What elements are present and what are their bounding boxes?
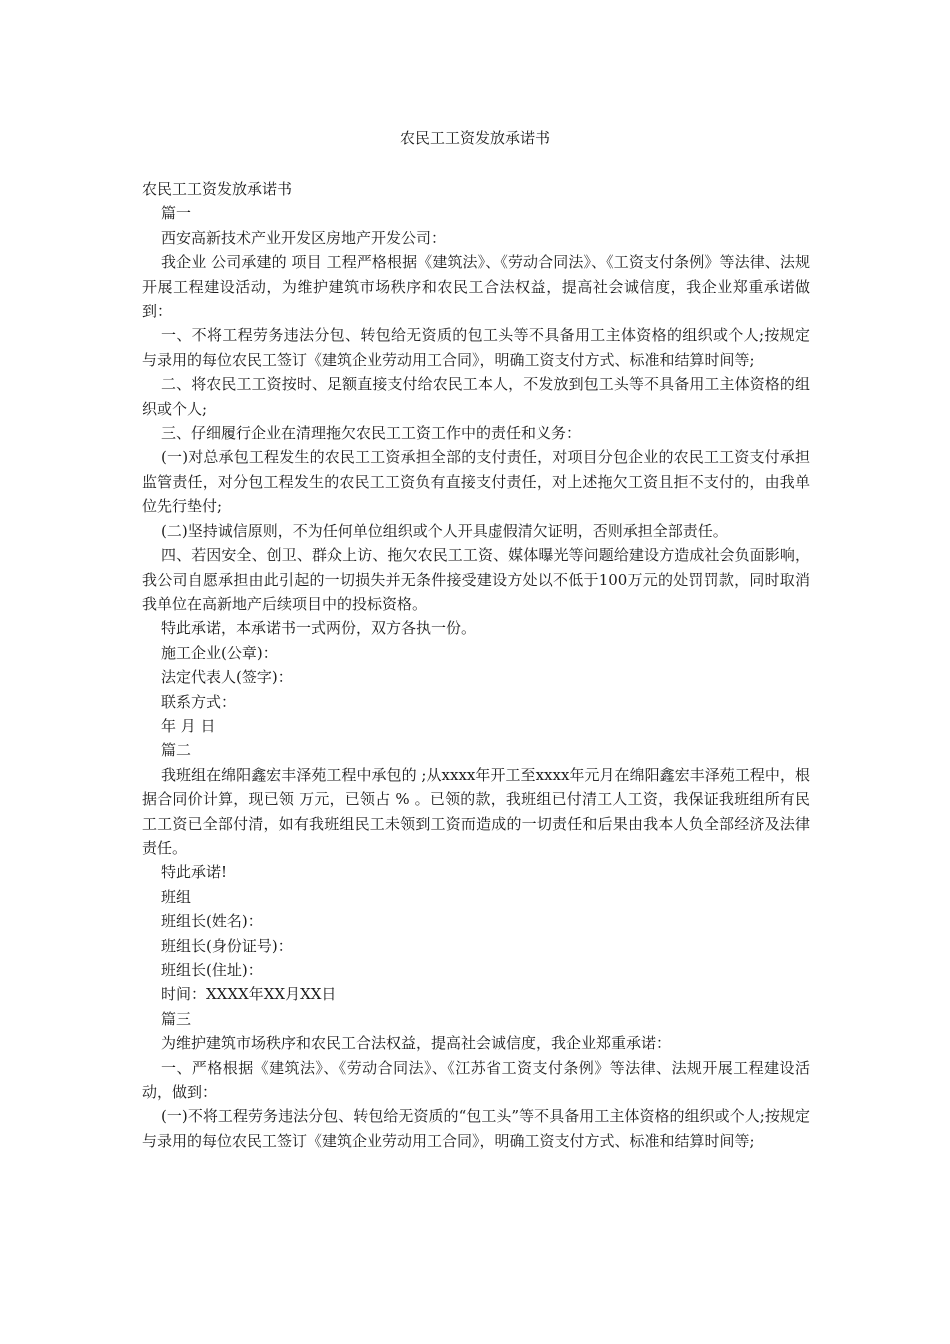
date-line: 年 月 日 (161, 716, 216, 735)
paragraph: (二)坚持诚信原则，不为任何单位组织或个人开具虚假清欠证明，否则承担全部责任。 (161, 521, 728, 540)
paragraph: 我企业 公司承建的 项目 工程严格根据《建筑法》、《劳动合同法》、《工资支付条例》等法律、法规开展工程建设活动，为维护建筑市场秩序和农民工合法权益，提高社会诚信度，我企业郑重承诺做到： (142, 253, 810, 321)
signature-line: 法定代表人(签字)： (161, 668, 293, 687)
signature-line: 班组长(住址)： (161, 961, 263, 979)
paragraph: 特此承诺，本承诺书一式两份，双方各执一份。 (161, 619, 477, 638)
paragraph: 三、仔细履行企业在清理拖欠农民工工资工作中的责任和义务： (161, 424, 582, 443)
paragraph: 我班组在绵阳鑫宏丰泽苑工程中承包的 ;从xxxx年开工至xxxx年元月在绵阳鑫宏丰泽苑工程中，根据合同价计算，现已领 万元，已领占 % 。已领的款，我班组已付清工人工资，我保证我班组所有民工工资已全部付清，如有我班组民工未领到工资而造成的一切责任和后果由我本人负全部经济及法律责任。 (142, 765, 810, 857)
document-title: 农民工工资发放承诺书 (399, 129, 550, 147)
addressee-line: 西安高新技术产业开发区房地产开发公司： (161, 228, 447, 247)
signature-line: 班组长(身份证号)： (161, 936, 293, 955)
paragraph: 特此承诺! (161, 863, 228, 882)
section-label-part-two: 篇二 (161, 741, 192, 760)
date-line: 时间：XXXX年XX月XX日 (161, 985, 337, 1004)
section-label-part-three: 篇三 (161, 1009, 192, 1028)
paragraph: 一、严格根据《建筑法》、《劳动合同法》、《江苏省工资支付条例》等法律、法规开展工程建设活动，做到： (142, 1058, 810, 1102)
paragraph: 二、将农民工工资按时、足额直接支付给农民工本人，不发放到包工头等不具备用工主体资格的组织或个人; (142, 375, 810, 418)
paragraph: 四、若因安全、创卫、群众上访、拖欠农民工工资、媒体曝光等问题给建设方造成社会负面影响，我公司自愿承担由此引起的一切损失并无条件接受建设方处以不低于100万元的处罚罚款，同时取消我单位在高新地产后续项目中的投标资格。 (142, 546, 810, 613)
signature-line: 班组长(姓名)： (161, 912, 263, 931)
body-heading: 农民工工资发放承诺书 (142, 180, 293, 198)
signature-line: 施工企业(公章)： (161, 643, 278, 662)
signature-line: 班组 (161, 887, 192, 906)
document-body (142, 177, 810, 1153)
section-label-part-one: 篇一 (161, 204, 192, 223)
signature-line: 联系方式： (161, 692, 237, 711)
paragraph: (一)不将工程劳务违法分包、转包给无资质的“包工头”等不具备用工主体资格的组织或个人;按规定与录用的每位农民工签订《建筑企业劳动用工合同》，明确工资支付方式、标准和结算时间等; (142, 1107, 810, 1150)
paragraph: 为维护建筑市场秩序和农民工合法权益，提高社会诚信度，我企业郑重承诺： (161, 1034, 672, 1053)
paragraph: (一)对总承包工程发生的农民工工资承担全部的支付责任，对项目分包企业的农民工工资支付承担监管责任，对分包工程发生的农民工工资负有直接支付责任，对上述拖欠工资且拒不支付的，由我单位先行垫付; (142, 448, 810, 516)
paragraph: 一、不将工程劳务违法分包、转包给无资质的包工头等不具备用工主体资格的组织或个人;按规定与录用的每位农民工签订《建筑企业劳动用工合同》，明确工资支付方式、标准和结算时间等; (142, 326, 810, 369)
